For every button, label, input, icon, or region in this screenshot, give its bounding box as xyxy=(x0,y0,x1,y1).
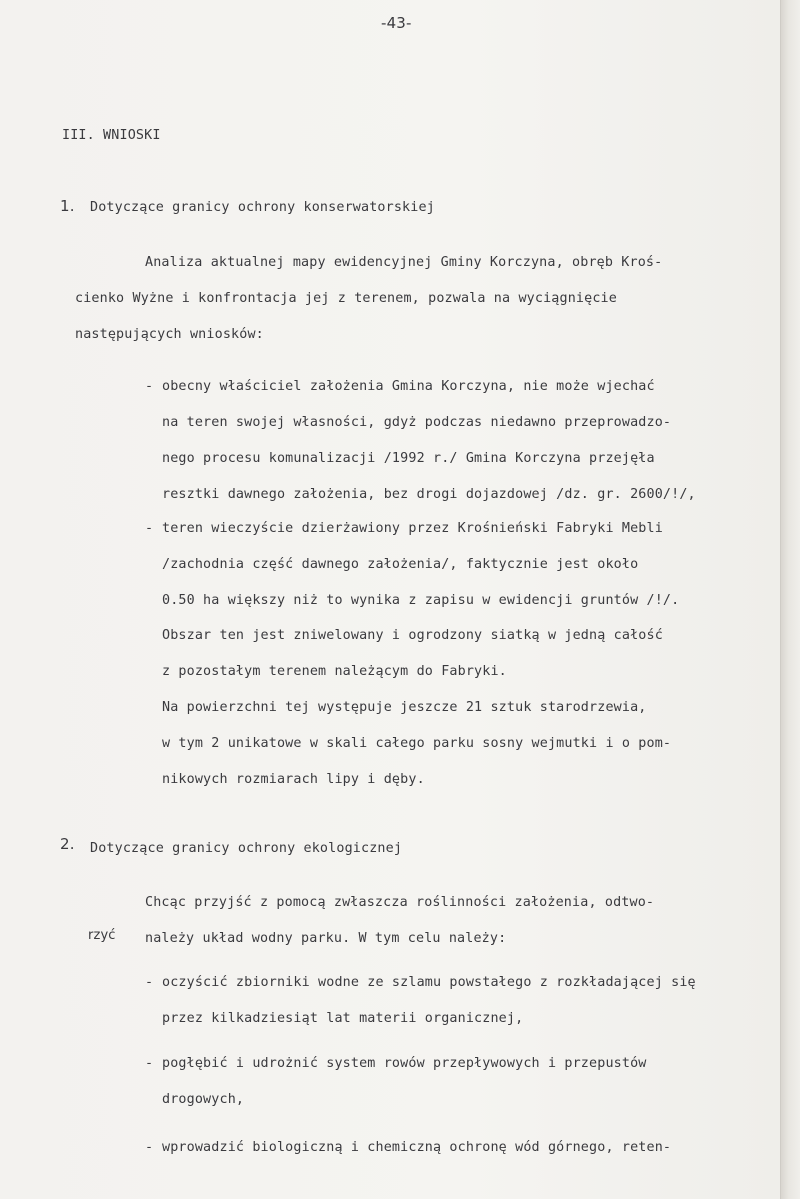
list-item-line: nikowych rozmiarach lipy i dęby. xyxy=(162,772,425,787)
list-item-line: Na powierzchni tej występuje jeszcze 21 sztuk starodrzewia, xyxy=(162,700,647,715)
list-bullet: - xyxy=(145,521,154,536)
subsection-1-number: 1. xyxy=(60,197,75,215)
list-item-line: przez kilkadziesiąt lat materii organicznej, xyxy=(162,1011,524,1026)
subsection-1-title: Dotyczące granicy ochrony konserwatorskiej xyxy=(90,200,435,215)
list-bullet: - xyxy=(145,1056,154,1071)
paragraph-line: następujących wniosków: xyxy=(75,327,264,342)
page-number: -43- xyxy=(381,14,412,32)
list-item-line: /zachodnia część dawnego założenia/, faktycznie jest około xyxy=(162,557,639,572)
list-item-line: pogłębić i udrożnić system rowów przepływowych i przepustów xyxy=(162,1056,647,1071)
paragraph-line: cienko Wyżne i konfrontacja jej z terenem, pozwala na wyciągnięcie xyxy=(75,291,617,306)
list-item-line: wprowadzić biologiczną i chemiczną ochronę wód górnego, reten- xyxy=(162,1140,672,1155)
list-item-line: nego procesu komunalizacji /1992 r./ Gmina Korczyna przejęła xyxy=(162,451,655,466)
list-item-line: resztki dawnego założenia, bez drogi dojazdowej /dz. gr. 2600/!/, xyxy=(162,487,696,502)
subsection-2-title: Dotyczące granicy ochrony ekologicznej xyxy=(90,841,403,856)
list-bullet: - xyxy=(145,1140,154,1155)
section-heading: III. WNIOSKI xyxy=(62,128,161,143)
list-item-line: drogowych, xyxy=(162,1092,245,1107)
list-item-line: teren wieczyście dzierżawiony przez Krośnieński Fabryki Mebli xyxy=(162,521,663,536)
list-item-line: w tym 2 unikatowe w skali całego parku sosny wejmutki i o pom- xyxy=(162,736,672,751)
list-item-line: obecny właściciel założenia Gmina Korczyna, nie może wjechać xyxy=(162,379,655,394)
list-bullet: - xyxy=(145,975,154,990)
paragraph-line: Analiza aktualnej mapy ewidencyjnej Gminy Korczyna, obręb Kroś- xyxy=(145,255,663,270)
list-item-line: z pozostałym terenem należącym do Fabryki. xyxy=(162,664,507,679)
list-item-line: Obszar ten jest zniwelowany i ogrodzony siatką w jedną całość xyxy=(162,628,663,643)
list-item-line: oczyścić zbiorniki wodne ze szlamu powstałego z rozkładającej się xyxy=(162,975,696,990)
list-bullet: - xyxy=(145,379,154,394)
paragraph-line: należy układ wodny parku. W tym celu należy: xyxy=(145,931,507,946)
handwritten-insertion: rzyć xyxy=(88,928,116,943)
subsection-2-number: 2. xyxy=(60,835,75,853)
list-item-line: na teren swojej własności, gdyż podczas niedawno przeprowadzo- xyxy=(162,415,672,430)
page-edge xyxy=(781,0,800,1199)
list-item-line: 0.50 ha większy niż to wynika z zapisu w ewidencji gruntów /!/. xyxy=(162,593,680,608)
paragraph-line: Chcąc przyjść z pomocą zwłaszcza roślinności założenia, odtwo- xyxy=(145,895,655,910)
